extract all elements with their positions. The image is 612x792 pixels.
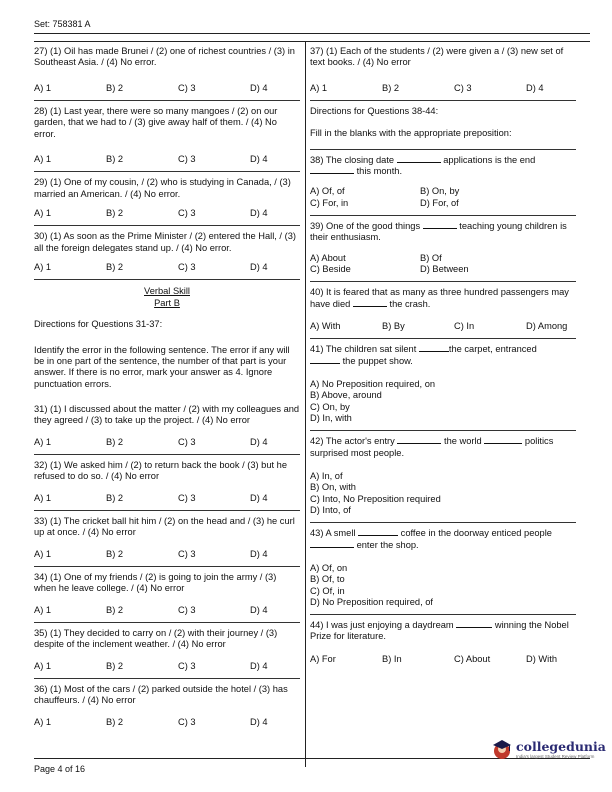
question-42 xyxy=(310,436,576,516)
option-d[interactable]: D) 4 xyxy=(250,604,268,615)
option-c[interactable]: C) 3 xyxy=(178,716,196,727)
question-35 xyxy=(34,628,300,672)
separator xyxy=(310,522,576,523)
answer-options xyxy=(34,154,300,165)
option-a[interactable]: A) 1 xyxy=(34,604,52,615)
question-text-part: applications is the end xyxy=(443,154,536,165)
graduate-icon xyxy=(490,737,514,761)
option-c[interactable]: C) Beside xyxy=(310,263,351,274)
separator xyxy=(34,678,300,679)
option-c[interactable]: C) 3 xyxy=(178,153,196,164)
option-c[interactable]: C) 3 xyxy=(454,82,472,93)
option-a[interactable]: A) 1 xyxy=(34,716,52,727)
question-text xyxy=(310,528,576,551)
answer-options xyxy=(34,262,300,273)
answer-options xyxy=(34,493,300,504)
question-text-part: 42) The actor's entry xyxy=(310,436,395,447)
option-a[interactable]: A) 1 xyxy=(34,153,52,164)
collegedunia-logo xyxy=(490,737,606,761)
answer-options xyxy=(310,186,576,209)
option-b[interactable]: B) 2 xyxy=(106,716,124,727)
answer-blank[interactable] xyxy=(358,528,398,536)
answer-options xyxy=(310,321,576,332)
option-b[interactable]: B) 2 xyxy=(106,604,124,615)
separator xyxy=(310,281,576,282)
question-33 xyxy=(34,516,300,560)
option-b[interactable]: B) On, by xyxy=(420,186,460,197)
question-28 xyxy=(34,106,300,165)
question-text: 29) (1) One of my cousin, / (2) who is studying in Canada, / (3) married an American. / (4) No error. xyxy=(34,177,291,199)
option-b[interactable]: B) In xyxy=(382,653,402,664)
answer-blank[interactable] xyxy=(419,344,449,352)
question-text-part: surprised most people. xyxy=(310,447,405,458)
separator xyxy=(310,215,576,216)
right-column xyxy=(310,46,576,665)
option-a[interactable]: A) For xyxy=(310,653,336,664)
separator xyxy=(34,100,300,101)
question-text-part: 43) A smell xyxy=(310,528,356,539)
answer-blank[interactable] xyxy=(310,356,340,364)
option-c[interactable]: C) For, in xyxy=(310,197,349,208)
question-text-part: 39) One of the good things xyxy=(310,220,421,231)
option-a[interactable]: A) In, of xyxy=(310,470,343,481)
question-text xyxy=(310,344,576,367)
question-36 xyxy=(34,684,300,728)
option-d[interactable]: D) 4 xyxy=(250,207,268,218)
question-text: 31) (1) I discussed about the matter / (2) with my colleagues and they agreed / (3) to take up the project. / (4) No error xyxy=(34,404,300,426)
option-b[interactable]: B) Above, around xyxy=(310,390,382,401)
question-text xyxy=(310,287,576,310)
directions-31-37: Directions for Questions 31-37: xyxy=(34,319,163,330)
separator xyxy=(34,510,300,511)
question-text xyxy=(310,221,576,244)
question-text: 33) (1) The cricket ball hit him / (2) on the head and / (3) he curl up at once. / (4) No error xyxy=(34,516,295,538)
option-a[interactable]: A) 1 xyxy=(34,82,52,93)
option-b[interactable]: B) On, with xyxy=(310,482,356,493)
option-b[interactable]: B) 2 xyxy=(106,660,124,671)
option-a[interactable]: A) With xyxy=(310,320,341,331)
question-text: 37) (1) Each of the students / (2) were given a / (3) new set of text books. / (4) No error xyxy=(310,46,564,68)
separator xyxy=(310,430,576,431)
separator xyxy=(34,279,300,280)
question-text-part: the puppet show. xyxy=(342,355,413,366)
question-text-part: winning the Nobel Prize for literature. xyxy=(310,620,569,642)
question-40 xyxy=(310,287,576,332)
separator xyxy=(34,225,300,226)
question-text xyxy=(310,436,576,459)
option-a[interactable]: A) 1 xyxy=(34,261,52,272)
header-rule xyxy=(34,33,590,34)
answer-options xyxy=(310,563,576,608)
option-a[interactable]: A) 1 xyxy=(310,82,328,93)
separator xyxy=(310,100,576,101)
option-b[interactable]: B) 2 xyxy=(382,82,400,93)
option-d[interactable]: D) 4 xyxy=(250,660,268,671)
question-text-part: the carpet, entranced xyxy=(448,344,537,355)
question-text-part: enter the shop. xyxy=(356,539,419,550)
answer-options xyxy=(34,83,300,94)
option-d[interactable]: D) 4 xyxy=(250,82,268,93)
option-b[interactable]: B) 2 xyxy=(106,153,124,164)
option-a[interactable]: A) 1 xyxy=(34,548,52,559)
column-divider xyxy=(305,41,306,767)
option-b[interactable]: B) Of, to xyxy=(310,574,345,585)
instructions-38-44: Fill in the blanks with the appropriate preposition: xyxy=(310,128,512,139)
answer-options xyxy=(34,437,300,448)
option-b[interactable]: B) Of xyxy=(420,252,442,263)
option-c[interactable]: C) Into, No Preposition required xyxy=(310,493,441,504)
left-column xyxy=(34,46,300,728)
option-d[interactable]: D) 4 xyxy=(250,153,268,164)
question-38 xyxy=(310,155,576,209)
page-number: Page 4 of 16 xyxy=(34,764,86,774)
answer-blank[interactable] xyxy=(397,436,441,444)
answer-blank[interactable] xyxy=(423,221,457,229)
option-d[interactable]: D) 4 xyxy=(250,492,268,503)
question-text-part: the world xyxy=(444,436,482,447)
question-30 xyxy=(34,231,300,273)
question-37 xyxy=(310,46,576,94)
option-b[interactable]: B) By xyxy=(382,320,405,331)
option-c[interactable]: C) 3 xyxy=(178,207,196,218)
option-d[interactable]: D) For, of xyxy=(420,197,459,208)
question-43 xyxy=(310,528,576,608)
option-b[interactable]: B) 2 xyxy=(106,82,124,93)
question-text-part: politics xyxy=(524,436,554,447)
option-b[interactable]: B) 2 xyxy=(106,548,124,559)
question-41 xyxy=(310,344,576,424)
answer-options xyxy=(310,253,576,276)
question-text-part: 40) It is feared that as many as three hundred passengers may have died xyxy=(310,287,569,309)
question-32 xyxy=(34,460,300,504)
option-b[interactable]: B) 2 xyxy=(106,261,124,272)
option-a[interactable]: A) 1 xyxy=(34,492,52,503)
question-39 xyxy=(310,221,576,275)
answer-options xyxy=(310,83,576,94)
option-c[interactable]: C) 3 xyxy=(178,492,196,503)
answer-blank[interactable] xyxy=(484,436,522,444)
option-c[interactable]: C) In xyxy=(454,320,475,331)
option-c[interactable]: C) About xyxy=(454,653,491,664)
option-d[interactable]: D) 4 xyxy=(250,261,268,272)
question-29 xyxy=(34,177,300,219)
option-d[interactable]: D) With xyxy=(526,653,557,664)
separator xyxy=(34,454,300,455)
separator xyxy=(310,149,576,150)
answer-blank[interactable] xyxy=(353,299,387,307)
option-c[interactable]: C) 3 xyxy=(178,436,196,447)
question-text-part: coffee in the doorway enticed people xyxy=(400,528,552,539)
option-a[interactable]: A) About xyxy=(310,252,346,263)
question-34 xyxy=(34,572,300,616)
option-a[interactable]: A) 1 xyxy=(34,436,52,447)
option-d[interactable]: D) 4 xyxy=(250,716,268,727)
option-b[interactable]: B) 2 xyxy=(106,492,124,503)
question-31 xyxy=(34,404,300,448)
question-text: 32) (1) We asked him / (2) to return back the book / (3) but he refused to do so. / (4) No error xyxy=(34,460,288,482)
question-text: 34) (1) One of my friends / (2) is going to join the army / (3) when he leave college. / (4) No error xyxy=(34,572,277,594)
section-part-text: Part B xyxy=(154,298,180,309)
directions-38-44: Directions for Questions 38-44: xyxy=(310,105,439,116)
question-text-part: 41) The children sat silent xyxy=(310,344,417,355)
answer-options xyxy=(34,605,300,616)
separator xyxy=(310,614,576,615)
option-c[interactable]: C) Of, in xyxy=(310,585,345,596)
option-a[interactable]: A) 1 xyxy=(34,207,52,218)
answer-blank[interactable] xyxy=(456,620,492,628)
separator xyxy=(310,338,576,339)
option-a[interactable]: A) Of, on xyxy=(310,562,348,573)
question-text xyxy=(310,620,576,643)
question-text-part: the crash. xyxy=(389,298,431,309)
question-text: 35) (1) They decided to carry on / (2) with their journey / (3) despite of the inclement weather. / (4) No error xyxy=(34,628,278,650)
option-d[interactable]: D) Into, of xyxy=(310,504,351,515)
option-d[interactable]: D) No Preposition required, of xyxy=(310,596,433,607)
option-d[interactable]: D) 4 xyxy=(250,436,268,447)
option-d[interactable]: D) Between xyxy=(420,263,469,274)
question-text-part: 44) I was just enjoying a daydream xyxy=(310,620,454,631)
answer-options xyxy=(34,661,300,672)
option-c[interactable]: C) 3 xyxy=(178,261,196,272)
section-title-text: Verbal Skill xyxy=(144,286,190,297)
separator xyxy=(34,171,300,172)
separator xyxy=(34,622,300,623)
section-title xyxy=(34,285,300,309)
answer-options xyxy=(34,549,300,560)
option-d[interactable]: D) Among xyxy=(526,320,568,331)
answer-options xyxy=(310,379,576,424)
question-text-part: this month. xyxy=(356,165,403,176)
option-c[interactable]: C) 3 xyxy=(178,548,196,559)
option-c[interactable]: C) 3 xyxy=(178,604,196,615)
question-text: 30) (1) As soon as the Prime Minister / (2) entered the Hall, / (3) all the foreign delegates stand up. / (4) No error. xyxy=(34,231,296,253)
answer-options xyxy=(310,654,576,665)
answer-options xyxy=(310,471,576,516)
set-label: Set: 758381 A xyxy=(34,19,91,29)
option-a[interactable]: A) No Preposition required, on xyxy=(310,378,436,389)
option-c[interactable]: C) On, by xyxy=(310,401,350,412)
question-text-part: teaching young children is their enthusiasm. xyxy=(310,220,567,243)
question-text: 28) (1) Last year, there were so many mangoes / (2) on our garden, that we had to / (3) give away half of them. / (4) No error. xyxy=(34,105,278,139)
question-text: 27) (1) Oil has made Brunei / (2) one of richest countries / (3) in Southeast Asia. / (4) No error. xyxy=(34,46,295,68)
question-27 xyxy=(34,46,300,94)
answer-options xyxy=(34,208,300,219)
answer-blank[interactable] xyxy=(397,155,441,163)
option-c[interactable]: C) 3 xyxy=(178,82,196,93)
option-c[interactable]: C) 3 xyxy=(178,660,196,671)
header-rule-2 xyxy=(34,41,590,42)
question-text: 36) (1) Most of the cars / (2) parked outside the hotel / (3) has chauffeurs. / (4) No error xyxy=(34,683,288,706)
option-a[interactable]: A) 1 xyxy=(34,660,52,671)
answer-blank[interactable] xyxy=(310,540,354,548)
instructions-31-37: Identify the error in the following sentence. The error if any will be in one part of the sentence, the number of that part is your answer. If there is no error, mark your answer as 4. Ignore punctuation errors. xyxy=(34,344,290,389)
option-d[interactable]: D) 4 xyxy=(250,548,268,559)
logo-text: collegedunia xyxy=(516,738,606,754)
question-44 xyxy=(310,620,576,665)
question-text xyxy=(310,155,576,178)
option-d[interactable]: D) In, with xyxy=(310,412,352,423)
option-a[interactable]: A) Of, of xyxy=(310,186,345,197)
answer-options xyxy=(34,717,300,728)
option-d[interactable]: D) 4 xyxy=(526,82,544,93)
question-text-part: 38) The closing date xyxy=(310,154,395,165)
option-b[interactable]: B) 2 xyxy=(106,436,124,447)
logo-tagline: India's largest Student Review Platform xyxy=(516,753,595,759)
answer-blank[interactable] xyxy=(310,166,354,174)
separator xyxy=(34,566,300,567)
option-b[interactable]: B) 2 xyxy=(106,207,124,218)
